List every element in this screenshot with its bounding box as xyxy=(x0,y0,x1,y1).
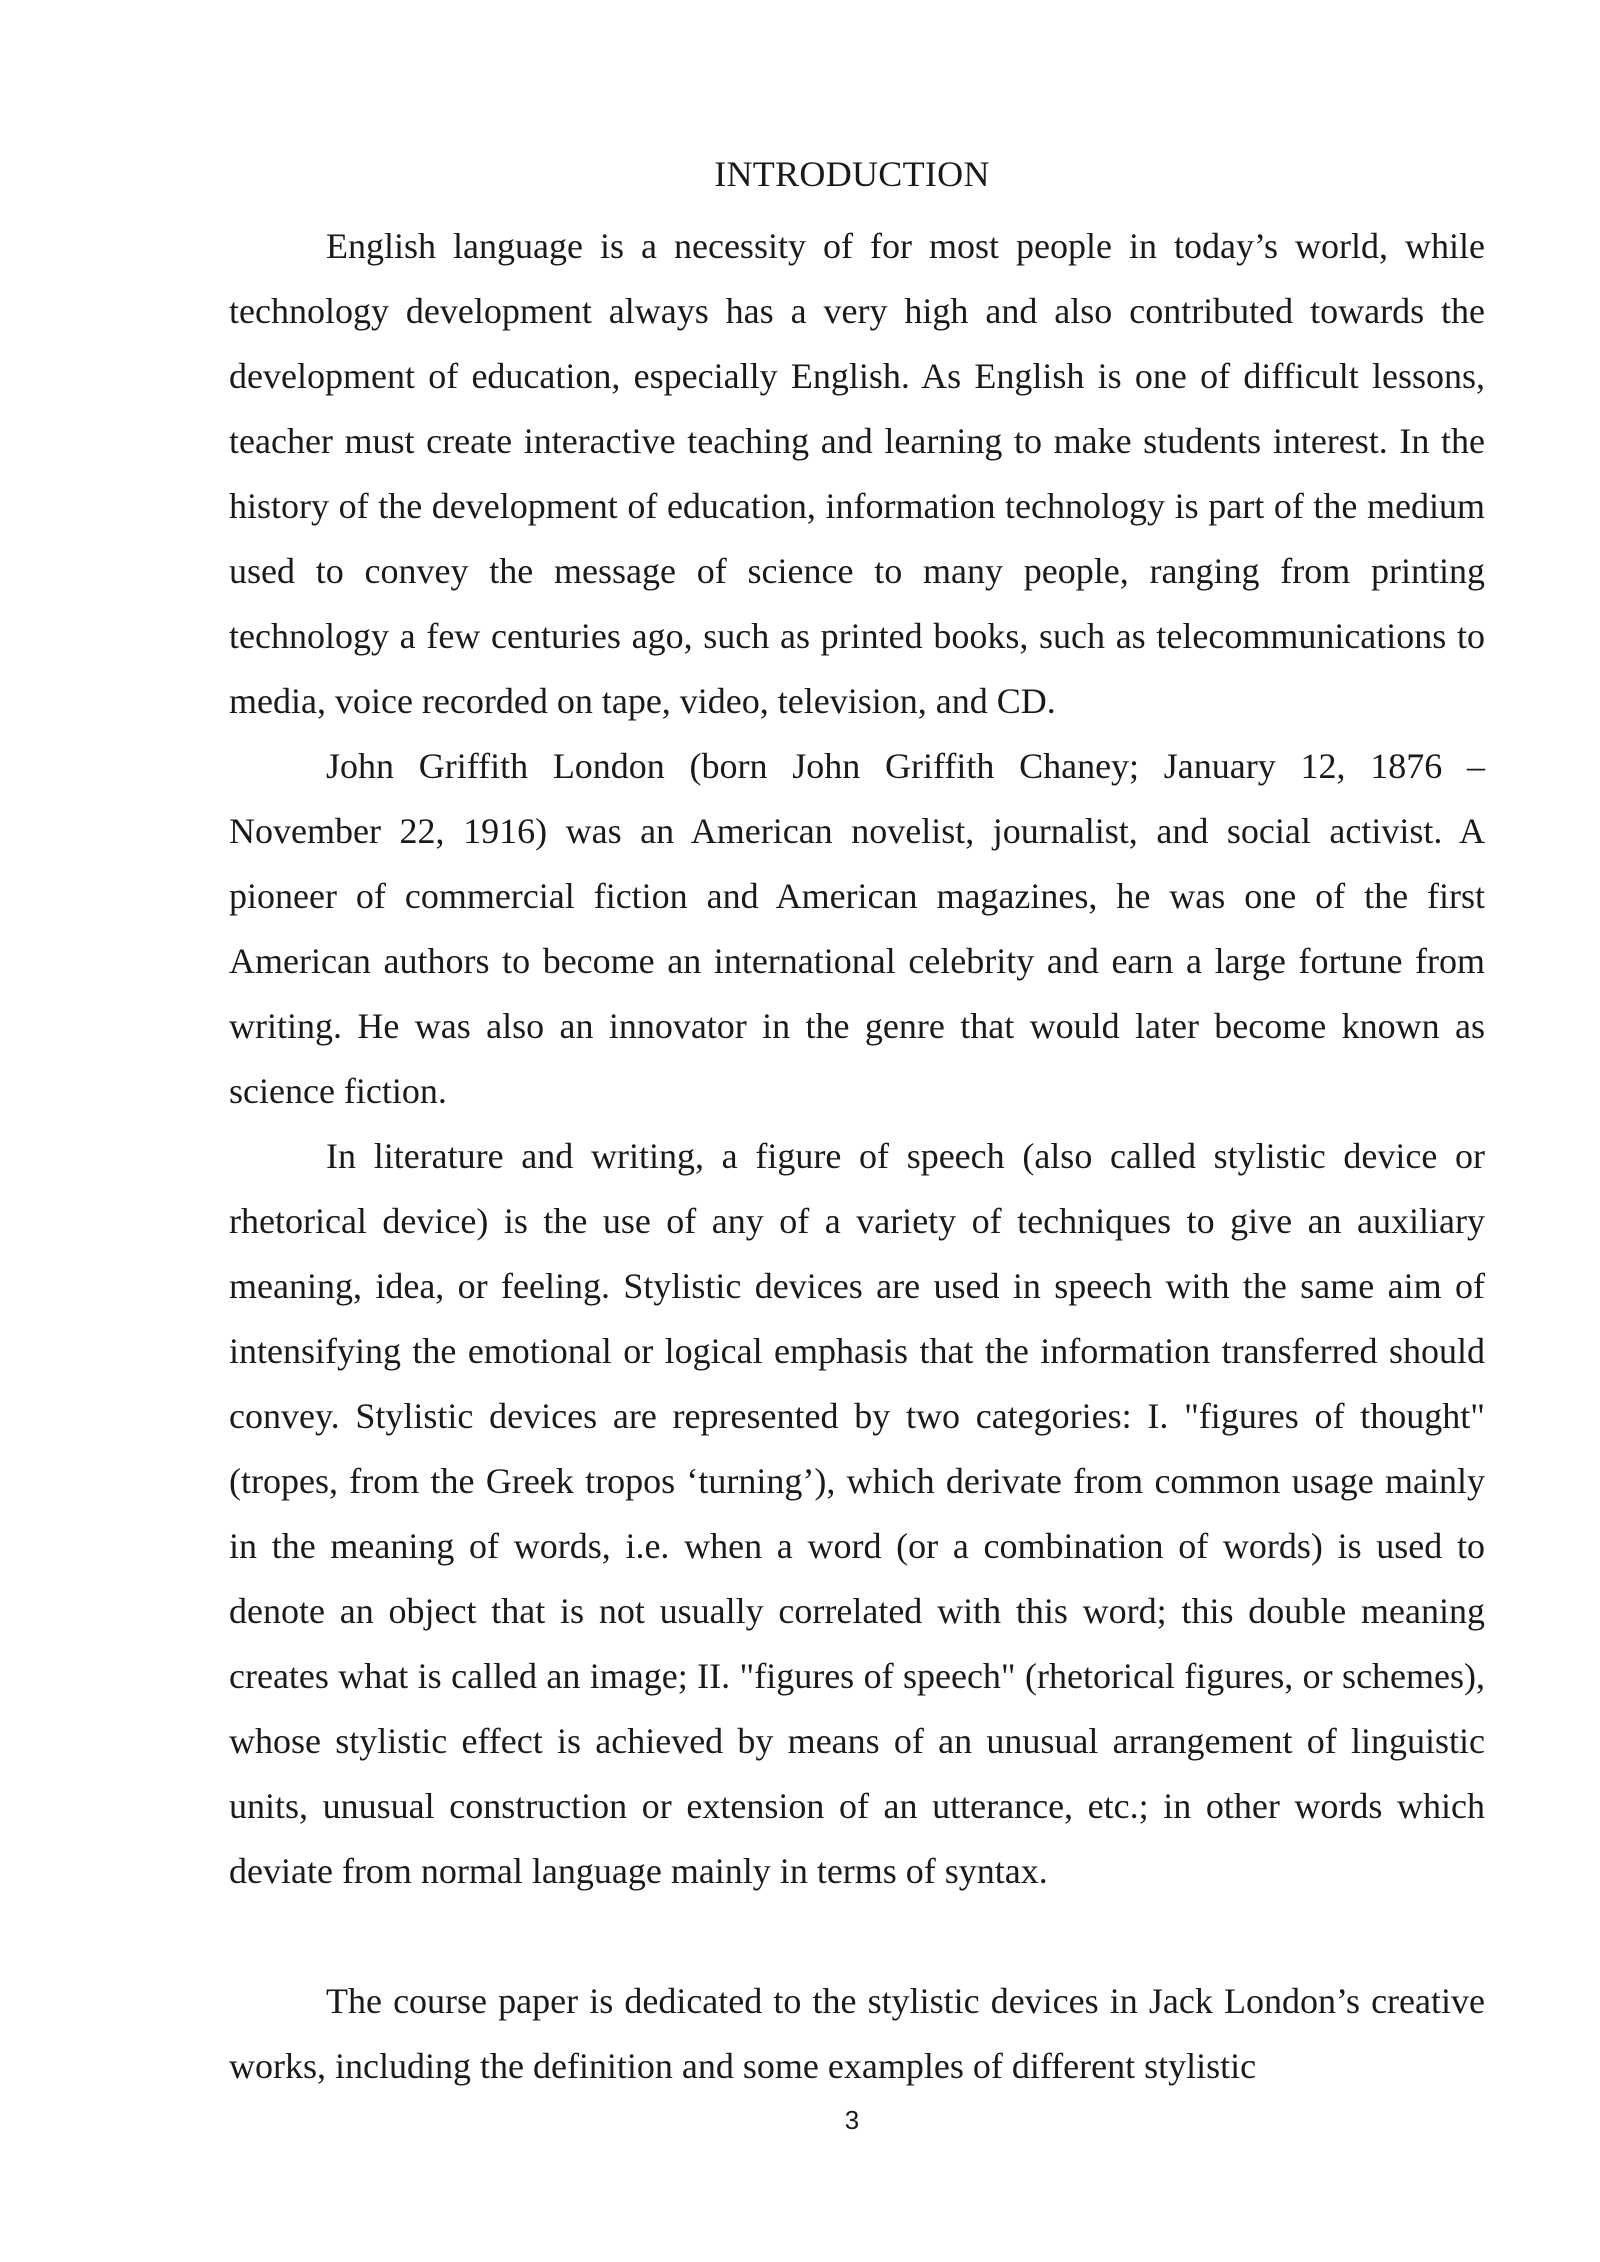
paragraph-jack-london: John Griffith London (born John Griffith Chaney; January 12, 1876 – November 22, 1916) was an American novelist, journalist, and social activist. A pioneer of commercial fiction and American magazines, he was one of the first American authors to become an international celebrity and earn a large fortune from writing. He was also an innovator in the genre that would later become known as science fiction. xyxy=(229,746,1485,1111)
paragraph-course-paper: The course paper is dedicated to the stylistic devices in Jack London’s creative works, including the definition and some examples of different stylistic xyxy=(229,1981,1485,2086)
body-text xyxy=(229,214,1485,2099)
page-number: 3 xyxy=(844,2105,860,2135)
page-title: INTRODUCTION xyxy=(714,154,990,194)
paragraph-figure-of-speech: In literature and writing, a figure of speech (also called stylistic device or rhetorical device) is the use of any of a variety of techniques to give an auxiliary meaning, idea, or feeling. Stylistic devices are used in speech with the same aim of intensifying the emotional or logical emphasis that the information transferred should convey. Stylistic devices are represented by two categories: I. "figures of thought" (tropes, from the Greek tropos ‘turning’), which derivate from common usage mainly in the meaning of words, i.e. when a word (or a combination of words) is used to denote an object that is not usually correlated with this word; this double meaning creates what is called an image; II. "figures of speech" (rhetorical figures, or schemes), whose stylistic effect is achieved by means of an unusual arrangement of linguistic units, unusual construction or extension of an utterance, etc.; in other words which deviate from normal language mainly in terms of syntax. xyxy=(229,1136,1485,1891)
paragraph-english-language: English language is a necessity of for most people in today’s world, while technology development always has a very high and also contributed towards the development of education, especially English. As English is one of difficult lessons, teacher must create interactive teaching and learning to make students interest. In the history of the development of education, information technology is part of the medium used to convey the message of science to many people, ranging from printing technology a few centuries ago, such as printed books, such as telecommunications to media, voice recorded on tape, video, television, and CD. xyxy=(229,226,1485,721)
